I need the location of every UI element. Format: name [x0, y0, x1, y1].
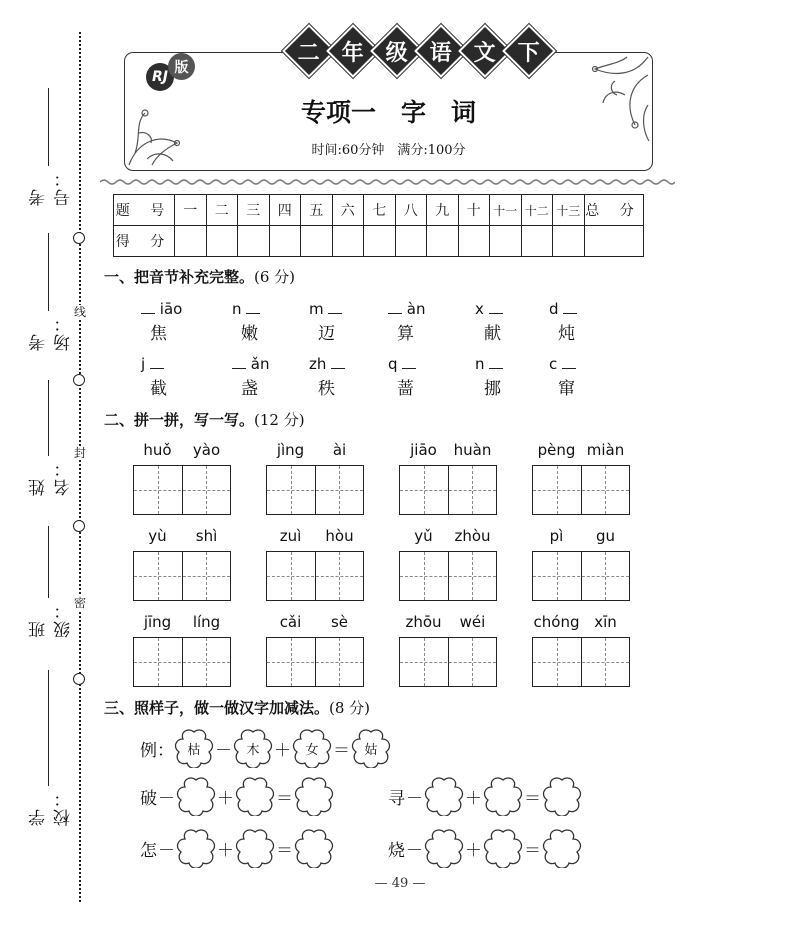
flower-character: 姑	[364, 742, 378, 758]
wavy-divider	[100, 178, 675, 186]
pinyin-syllable: jiāo	[410, 441, 437, 459]
answer-blank[interactable]	[489, 356, 503, 369]
edition-badge: RJ	[146, 63, 174, 91]
tian-grid-writing-box[interactable]	[399, 465, 497, 515]
pinyin-fragment: àn	[406, 300, 426, 318]
character-equation	[140, 828, 334, 868]
tian-grid-writing-box[interactable]	[133, 551, 231, 601]
pinyin-fragment: iāo	[159, 300, 183, 318]
score-cell[interactable]	[427, 226, 459, 257]
pinyin-fragment: ǎn	[250, 355, 270, 373]
binding-hole	[73, 374, 85, 386]
pinyin-fragment: q	[388, 355, 398, 373]
field-label: 姓名：	[29, 458, 74, 496]
hanzi-character: 嫩	[241, 324, 258, 344]
column-header: 十一	[490, 195, 522, 226]
answer-blank[interactable]	[141, 301, 155, 314]
hanzi-character: 窜	[558, 379, 575, 399]
row-label-score: 得 分	[114, 226, 175, 257]
column-header-total: 总 分	[584, 195, 643, 226]
pinyin-fragment: n	[232, 300, 242, 318]
hanzi-character: 挪	[484, 379, 501, 399]
binding-hole	[73, 673, 85, 685]
answer-flower-box[interactable]	[542, 828, 582, 868]
answer-flower-box[interactable]	[294, 828, 334, 868]
row-label-question: 题 号	[114, 195, 175, 226]
binding-dotted-line	[79, 32, 81, 902]
column-header: 十三	[553, 195, 585, 226]
flower-character: 女	[305, 742, 319, 758]
pinyin-syllable: yǔ	[414, 527, 433, 545]
minus-sign: －	[158, 840, 175, 861]
flower-box	[233, 728, 273, 768]
cut-mark-feng: 封	[74, 446, 87, 460]
tian-grid-writing-box[interactable]	[133, 465, 231, 515]
character-equation	[140, 776, 334, 816]
pinyin-syllable: zuì	[279, 527, 302, 545]
score-cell[interactable]	[395, 226, 427, 257]
grade-char: 下	[502, 24, 556, 78]
minus-sign: －	[158, 788, 175, 809]
binding-hole	[73, 520, 85, 532]
pinyin-syllable: wéi	[459, 613, 486, 631]
pinyin-syllable: yào	[192, 441, 221, 459]
hanzi-character: 截	[150, 379, 167, 399]
hanzi-character: 算	[397, 324, 414, 344]
answer-flower-box[interactable]	[235, 776, 275, 816]
grade-char: 二	[282, 24, 336, 78]
pinyin-syllable: líng	[192, 613, 221, 631]
pinyin-fragment: j	[141, 355, 146, 373]
answer-flower-box[interactable]	[424, 828, 464, 868]
pinyin-with-blank	[475, 355, 503, 373]
page-number: — 49 —	[374, 876, 426, 891]
pinyin-with-blank	[309, 300, 342, 318]
equals-sign: ＝	[524, 840, 541, 861]
hanzi-character: 炖	[558, 324, 575, 344]
tian-grid-writing-box[interactable]	[266, 637, 364, 687]
hanzi-character: 焦	[150, 324, 167, 344]
pinyin-syllable: jìng	[276, 441, 305, 459]
score-cell[interactable]	[458, 226, 490, 257]
answer-blank[interactable]	[328, 301, 342, 314]
score-table-header-row	[114, 195, 644, 226]
pinyin-with-blank	[388, 300, 425, 318]
field-line	[48, 233, 49, 311]
pinyin-with-blank	[232, 300, 260, 318]
plus-sign: ＋	[465, 840, 482, 861]
field-line	[48, 526, 49, 598]
pinyin-syllable: chóng	[533, 613, 580, 631]
minus-sign: －	[215, 740, 232, 761]
tian-grid-writing-box[interactable]	[133, 637, 231, 687]
pinyin-fragment: m	[309, 300, 324, 318]
answer-flower-box[interactable]	[176, 828, 216, 868]
column-header: 八	[395, 195, 427, 226]
pinyin-fragment: x	[475, 300, 484, 318]
equals-sign: ＝	[276, 840, 293, 861]
tian-grid-writing-box[interactable]	[532, 551, 630, 601]
hanzi-character: 献	[484, 324, 501, 344]
hanzi-character: 盏	[241, 379, 258, 399]
pinyin-with-blank	[475, 300, 503, 318]
pinyin-with-blank	[141, 300, 182, 318]
pinyin-syllable: huǒ	[143, 441, 172, 459]
answer-blank[interactable]	[246, 301, 260, 314]
score-cell[interactable]	[175, 226, 207, 257]
answer-blank[interactable]	[232, 356, 246, 369]
pinyin-syllable: hòu	[325, 527, 354, 545]
answer-blank[interactable]	[388, 301, 402, 314]
pinyin-with-blank	[232, 355, 269, 373]
pinyin-with-blank	[549, 355, 576, 373]
score-cell[interactable]	[301, 226, 333, 257]
answer-blank[interactable]	[331, 356, 345, 369]
pinyin-syllable: jīng	[143, 613, 172, 631]
character-equation	[388, 776, 582, 816]
source-character: 怎	[140, 840, 157, 861]
field-label: 班级：	[29, 600, 74, 638]
section-3-title: 三、照样子，做一做汉字加减法。(8 分)	[104, 699, 371, 717]
pinyin-syllable: yù	[148, 527, 167, 545]
section-2-title: 二、拼一拼，写一写。(12 分)	[104, 411, 305, 429]
score-cell[interactable]	[269, 226, 301, 257]
pinyin-with-blank	[388, 355, 416, 373]
pinyin-syllable: huàn	[453, 441, 492, 459]
character-equation	[388, 828, 582, 868]
answer-blank[interactable]	[562, 356, 576, 369]
answer-flower-box[interactable]	[235, 828, 275, 868]
pinyin-syllable: gu	[595, 527, 616, 545]
pinyin-fragment: d	[549, 300, 559, 318]
pinyin-syllable: miàn	[586, 441, 625, 459]
column-header: 十二	[521, 195, 553, 226]
tian-grid-writing-box[interactable]	[399, 551, 497, 601]
pinyin-syllable: ài	[332, 441, 347, 459]
pinyin-syllable: zhōu	[405, 613, 442, 631]
total-score-cell[interactable]	[584, 226, 643, 257]
pinyin-fragment: n	[475, 355, 485, 373]
score-table	[113, 194, 644, 257]
column-header: 六	[332, 195, 364, 226]
answer-blank[interactable]	[489, 301, 503, 314]
grade-char: 年	[326, 24, 380, 78]
tian-grid-writing-box[interactable]	[266, 465, 364, 515]
source-character: 寻	[388, 788, 405, 809]
plus-sign: ＋	[274, 740, 291, 761]
pinyin-syllable: sè	[330, 613, 349, 631]
edition-suffix-badge: 版	[168, 53, 195, 80]
grade-char: 级	[370, 24, 424, 78]
binding-hole	[73, 232, 85, 244]
pinyin-with-blank	[549, 300, 577, 318]
pinyin-syllable: xīn	[594, 613, 617, 631]
grade-char: 语	[414, 24, 468, 78]
source-character: 烧	[388, 840, 405, 861]
page-title: 专项一 字 词	[300, 98, 476, 127]
score-cell[interactable]	[238, 226, 270, 257]
grade-banner	[290, 32, 548, 70]
pinyin-syllable: shì	[195, 527, 218, 545]
pinyin-with-blank	[309, 355, 345, 373]
plus-sign: ＋	[217, 788, 234, 809]
column-header: 五	[301, 195, 333, 226]
answer-flower-box[interactable]	[424, 776, 464, 816]
score-table-score-row	[114, 226, 644, 257]
answer-blank[interactable]	[402, 356, 416, 369]
flower-box	[292, 728, 332, 768]
answer-flower-box[interactable]	[483, 828, 523, 868]
flower-box	[174, 728, 214, 768]
column-header: 十	[458, 195, 490, 226]
equals-sign: ＝	[276, 788, 293, 809]
pinyin-syllable: pèng	[537, 441, 576, 459]
example-label: 例：	[140, 740, 174, 761]
field-label: 考场：	[29, 313, 74, 351]
tian-grid-writing-box[interactable]	[266, 551, 364, 601]
score-cell[interactable]	[490, 226, 522, 257]
example-equation	[140, 728, 391, 768]
column-header: 三	[238, 195, 270, 226]
pinyin-fragment: zh	[309, 355, 327, 373]
equals-sign: ＝	[524, 788, 541, 809]
answer-flower-box[interactable]	[542, 776, 582, 816]
column-header: 四	[269, 195, 301, 226]
flower-character: 枯	[187, 742, 201, 758]
cut-mark-mi: 密	[74, 596, 87, 610]
column-header: 九	[427, 195, 459, 226]
pinyin-fragment: c	[549, 355, 558, 373]
field-line	[48, 88, 49, 166]
flower-box	[351, 728, 391, 768]
field-line	[48, 380, 49, 456]
column-header: 二	[206, 195, 238, 226]
tian-grid-writing-box[interactable]	[399, 637, 497, 687]
grade-char: 文	[458, 24, 512, 78]
score-cell[interactable]	[206, 226, 238, 257]
pinyin-with-blank	[141, 355, 164, 373]
tian-grid-writing-box[interactable]	[532, 465, 630, 515]
cut-mark-xian: 线	[74, 305, 87, 319]
pinyin-syllable: pì	[549, 527, 564, 545]
flower-character: 木	[246, 742, 260, 758]
equals-sign: ＝	[333, 740, 350, 761]
minus-sign: －	[406, 840, 423, 861]
score-cell[interactable]	[521, 226, 553, 257]
hanzi-character: 迈	[318, 324, 335, 344]
time-and-score-info: 时间:60分钟 满分:100分	[311, 143, 466, 158]
column-header: 七	[364, 195, 396, 226]
hanzi-character: 蔷	[397, 379, 414, 399]
source-character: 破	[140, 788, 157, 809]
pinyin-syllable: zhòu	[454, 527, 491, 545]
answer-flower-box[interactable]	[483, 776, 523, 816]
answer-flower-box[interactable]	[294, 776, 334, 816]
answer-blank[interactable]	[563, 301, 577, 314]
field-label: 学校：	[29, 788, 74, 826]
section-1-title: 一、把音节补充完整。(6 分)	[104, 268, 296, 286]
plus-sign: ＋	[465, 788, 482, 809]
score-cell[interactable]	[332, 226, 364, 257]
tian-grid-writing-box[interactable]	[532, 637, 630, 687]
field-line	[48, 670, 49, 786]
score-cell[interactable]	[364, 226, 396, 257]
answer-flower-box[interactable]	[176, 776, 216, 816]
pinyin-syllable: cǎi	[279, 613, 302, 631]
plus-sign: ＋	[217, 840, 234, 861]
score-cell[interactable]	[553, 226, 585, 257]
column-header: 一	[175, 195, 207, 226]
field-label: 考号：	[29, 168, 74, 206]
answer-blank[interactable]	[150, 356, 164, 369]
hanzi-character: 秩	[318, 379, 335, 399]
minus-sign: －	[406, 788, 423, 809]
